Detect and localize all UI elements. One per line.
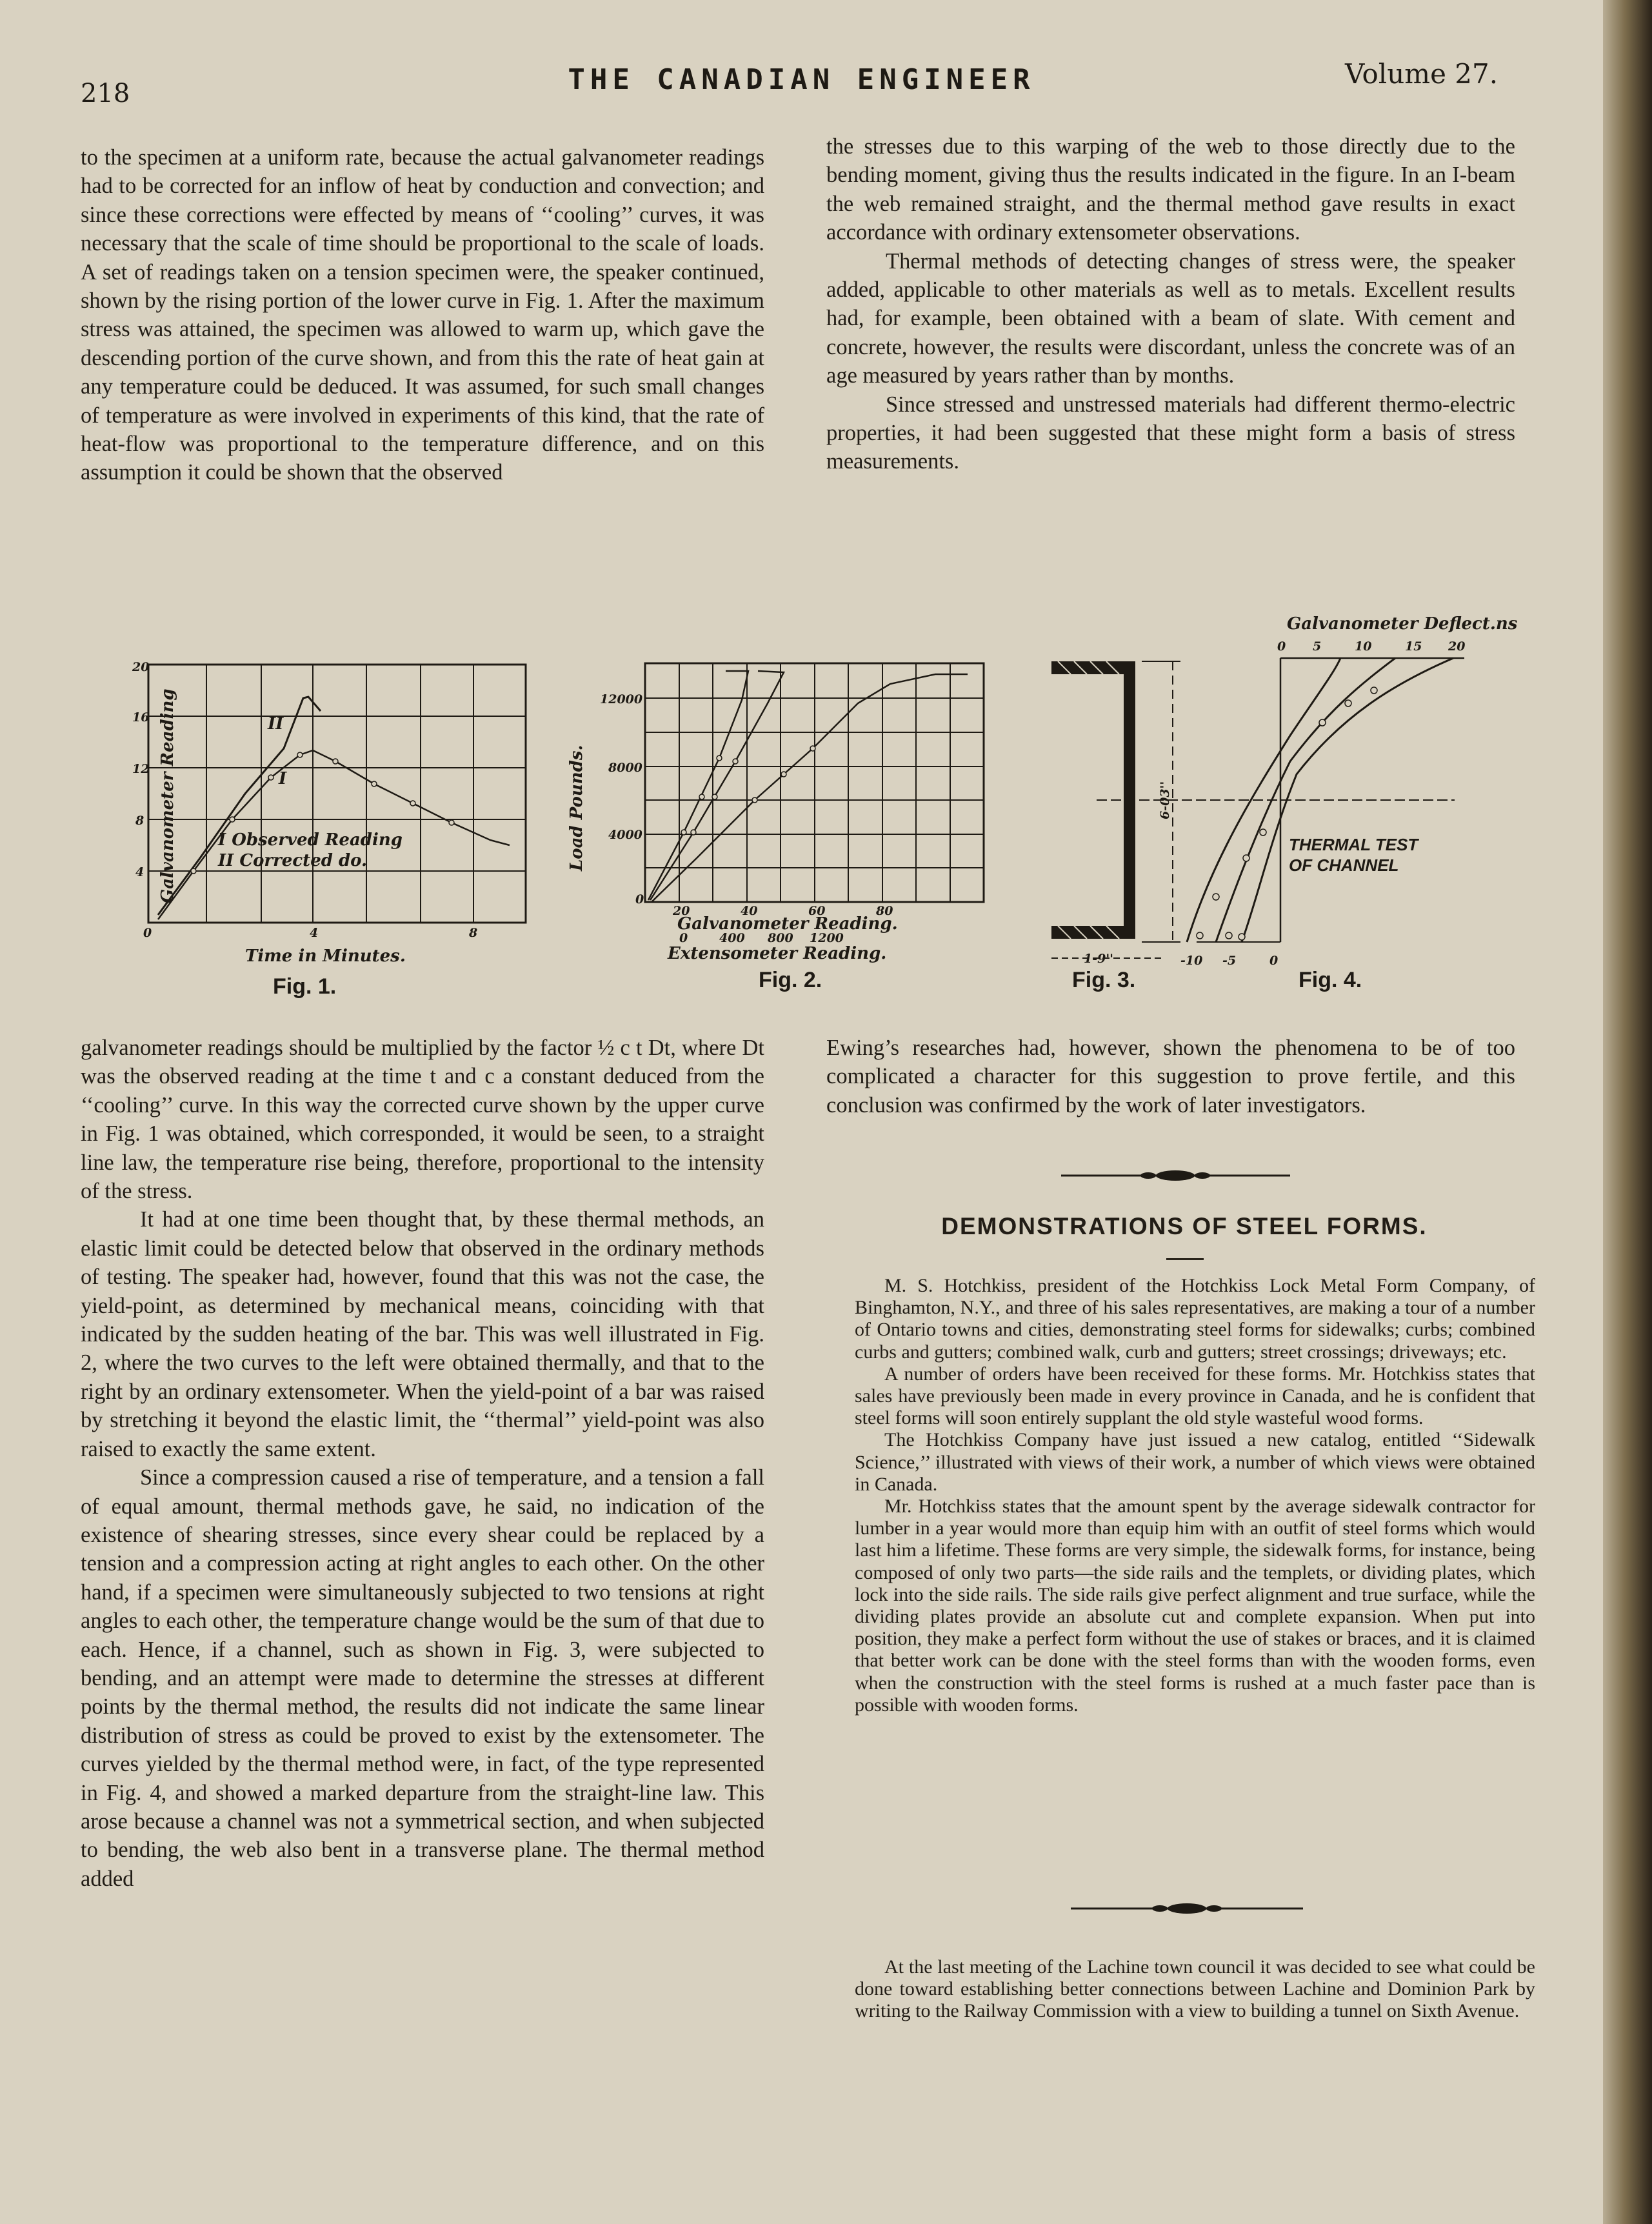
figures-strip (0, 0, 1603, 1032)
fig1-y-tick-8: 8 (135, 814, 144, 828)
fig4-caption: Fig. 4. (1299, 968, 1362, 992)
fig3-width-dimension: 1-9'' (1084, 952, 1113, 966)
fig1-caption: Fig. 1. (273, 974, 337, 999)
fig2-y-tick-4000: 4000 (608, 828, 642, 842)
fig2-y-axis-label: Load Pounds. (567, 745, 586, 871)
fig4-top-tick-20: 20 (1448, 639, 1466, 654)
fig2-chart (567, 663, 984, 963)
fig2-ext-tick-1200: 1200 (810, 931, 844, 945)
fig1-x-tick-8: 8 (469, 926, 478, 940)
paragraph: galvanometer readings should be multiplied by the factor ½ c t Dt, where Dt was the observed reading at the time t and c a constant deduced from the ‘‘cooling’’ curve. In this way the corrected curve shown by the upper curve in Fig. 1 was obtained, which corresponded, it would be seen, to a straight line law, the temperature rise being, therefore, proportional to the intensity of the stress. (81, 1036, 764, 1204)
fig3-caption: Fig. 3. (1072, 968, 1136, 992)
fig4-bottom-tick-neg10: -10 (1180, 954, 1203, 968)
fig4-top-tick-0: 0 (1277, 639, 1286, 654)
paragraph: It had at one time been thought that, by these thermal methods, an elastic limit could be detected below that observed in the ordinary methods of testing. The speaker had, however, found that this was not the case, the yield-point, as determined by mechanical means, coinciding with that indicated by the sudden heating of the bar. This was well illustrated in Fig. 2, where the two curves to the left were obtained thermally, and that to the right by an ordinary extensometer. When the yield-point of a bar was raised by stretching it beyond the elastic limit, the ‘‘thermal’’ yield-point was also raised to exactly the same extent. (81, 1207, 764, 1461)
fig1-legend-corrected: II Corrected do. (218, 851, 368, 870)
fig1-curve-label-2: II (268, 714, 284, 734)
fig1-y-tick-4: 4 (135, 865, 144, 879)
fig1-x-axis-label: Time in Minutes. (245, 947, 406, 966)
page-number: 218 (81, 79, 130, 108)
fig2-y-tick-8000: 8000 (608, 761, 642, 775)
fig3-height-dimension: 6-03'' (1158, 781, 1172, 819)
lachine-note (855, 1956, 1535, 2023)
fig1-x-tick-0: 0 (143, 926, 152, 940)
fig4-annotation-line-1: THERMAL TEST (1289, 835, 1418, 854)
fig2-x-tick-20: 20 (673, 904, 690, 918)
fig1-y-axis-label: Galvanometer Reading (158, 688, 177, 903)
fig2-ext-tick-400: 400 (719, 931, 745, 945)
fig1-x-tick-4: 4 (310, 926, 319, 940)
paragraph: The Hotchkiss Company have just issued a new catalog, entitled ‘‘Sidewalk Science,’’ illustrated with views of their work, a number of which views were obtained in Canada. (855, 1429, 1535, 1495)
steel-forms-article (855, 1275, 1535, 1716)
fig2-y-tick-12000: 12000 (600, 692, 643, 706)
fig2-x-tick-40: 40 (741, 904, 758, 918)
fig2-ext-tick-800: 800 (768, 931, 793, 945)
fig4-top-tick-15: 15 (1405, 639, 1422, 654)
fig2-galv-label: Galvanometer Reading. (677, 914, 898, 934)
paragraph: Thermal methods of detecting changes of stress were, the speaker added, applicable to other materials as well as to metals. Excellent results had, for example, been obtained with a beam of slate. With cement and concrete, however, the results were discordant, unless the concrete was of an age measured by years rather than by months. (826, 248, 1515, 388)
fig2-y-tick-0: 0 (635, 892, 644, 907)
fig1-y-tick-12: 12 (132, 762, 150, 776)
fig2-ext-tick-0: 0 (679, 931, 688, 945)
paragraph: A number of orders have been received for these forms. Mr. Hotchkiss states that sales have previously been made in every province in Canada, and he is confident that steel forms will soon entirely supplant the old style wasteful wood forms. (855, 1363, 1535, 1429)
paragraph: Mr. Hotchkiss states that the amount spent by the average sidewalk contractor for lumber in a year would more than equip him with an outfit of steel forms which would last him a lifetime. These forms are very simple, the sidewalk forms, for instance, being composed of only two parts—the side rails and the templets, or dividing plates, which lock into the side rails. The side rails give perfect alignment and true surface, while the dividing plates provide an absolute cut and complete expansion. When put into position, they make a perfect form without the use of stakes or braces, and it is claimed that better work can be done with the steel forms than with the wooden forms, even when the construction with the steel forms is rushed at a much faster pace than is possible with wooden forms. (855, 1496, 1535, 1716)
closing-divider-ornament (1071, 1903, 1303, 1914)
title-rule (1166, 1258, 1204, 1260)
column-2-bottom (826, 1034, 1515, 1119)
fig4-top-tick-10: 10 (1355, 639, 1372, 654)
fig4-annotation-line-2: OF CHANNEL (1289, 856, 1399, 875)
paragraph: Since stressed and unstressed materials had different thermo-electric properties, it had been suggested that these might form a basis of stress measurements. (826, 392, 1515, 474)
fig1-curve-label-1: I (279, 769, 287, 788)
fig4-bottom-tick-0: 0 (1269, 954, 1279, 968)
fig2-ext-label: Extensometer Reading. (668, 944, 887, 963)
fig4-top-tick-5: 5 (1313, 639, 1322, 654)
paragraph: Since a compression caused a rise of temperature, and a tension a fall of equal amount, thermal methods gave, he said, no indication of the existence of shearing stresses, since every shear could be replaced by a tension and a compression acting at right angles to each other. On the other hand, if a specimen were simultaneously subjected to two tensions at right angles to each other, the temperature change would be the sum of that due to each. Hence, if a channel, such as shown in Fig. 3, were subjected to bending, and an attempt were made to determine the stresses at different points by the thermal method, the results did not indicate the same linear distribution of stress as could be proved to exist by the extensometer. The curves yielded by the thermal method were, in fact, of the type represented in Fig. 4, and showed a marked departure from the straight-line law. This arose because a channel was not a symmetrical section, and when subjected to bending, the web also bent in a transverse plane. The thermal method added (81, 1465, 764, 1891)
column-1-bottom (81, 1034, 764, 1893)
fig1-chart (132, 660, 526, 966)
journal-title: THE CANADIAN ENGINEER (568, 63, 1035, 96)
paragraph: the stresses due to this warping of the web to those directly due to the bending moment, giving thus the results indicated in the figure. In an I-beam the web remained straight, and the thermal method gave results in exact accordance with ordinary extensometer observations. (826, 134, 1515, 245)
fig1-legend-observed: I Observed Reading (218, 830, 403, 850)
fig2-x-tick-60: 60 (808, 904, 826, 918)
section-divider-ornament (1061, 1170, 1290, 1181)
fig3-channel-diagram (1051, 661, 1180, 966)
paragraph: to the specimen at a uniform rate, because the actual galvanometer readings had to be corrected for an inflow of heat by conduction and convection; and since these corrections were effected by means of ‘‘cooling’’ curves, it was necessary that the scale of time should be proportional to the scale of loads. A set of readings taken on a tension specimen were, the speaker continued, shown by the rising portion of the lower curve in Fig. 1. After the maximum stress was attained, the specimen was allowed to warm up, which gave the descending portion of the curve shown, and from this the rate of heat gain at any temperature could be deduced. It was assumed, for such small changes of temperature as were involved in experiments of this kind, that the rate of heat-flow was proportional to the temperature difference, and on this assumption it could be shown that the observed (81, 145, 764, 485)
fig2-caption: Fig. 2. (759, 968, 822, 992)
fig2-x-tick-80: 80 (876, 904, 893, 918)
paragraph: At the last meeting of the Lachine town council it was decided to see what could be done toward establishing better connections between Lachine and Dominion Park by writing to the Railway Commission with a view to building a tunnel on Sixth Avenue. (855, 1956, 1535, 2022)
paragraph: Ewing’s researches had, however, shown the phenomena to be of too complicated a character for this suggestion to prove fertile, and this conclusion was confirmed by the work of later investigators. (826, 1036, 1515, 1117)
fig4-top-label: Galvanometer Deflect.ns (1287, 614, 1518, 634)
paragraph: M. S. Hotchkiss, president of the Hotchkiss Lock Metal Form Company, of Binghamton, N.Y., and three of his sales representatives, are making a tour of a number of Ontario towns and cities, demonstrating steel forms for sidewalks; curbs; combined curbs and gutters; combined walk, curb and gutters; street crossings; driveways; etc. (855, 1275, 1535, 1363)
section-title: DEMONSTRATIONS OF STEEL FORMS. (941, 1213, 1428, 1239)
volume-label: Volume 27. (1345, 58, 1498, 90)
fig4-bottom-tick-neg5: -5 (1222, 954, 1237, 968)
fig1-y-tick-20: 20 (132, 660, 150, 674)
fig1-y-tick-16: 16 (132, 710, 150, 725)
book-gutter (1603, 0, 1652, 2224)
